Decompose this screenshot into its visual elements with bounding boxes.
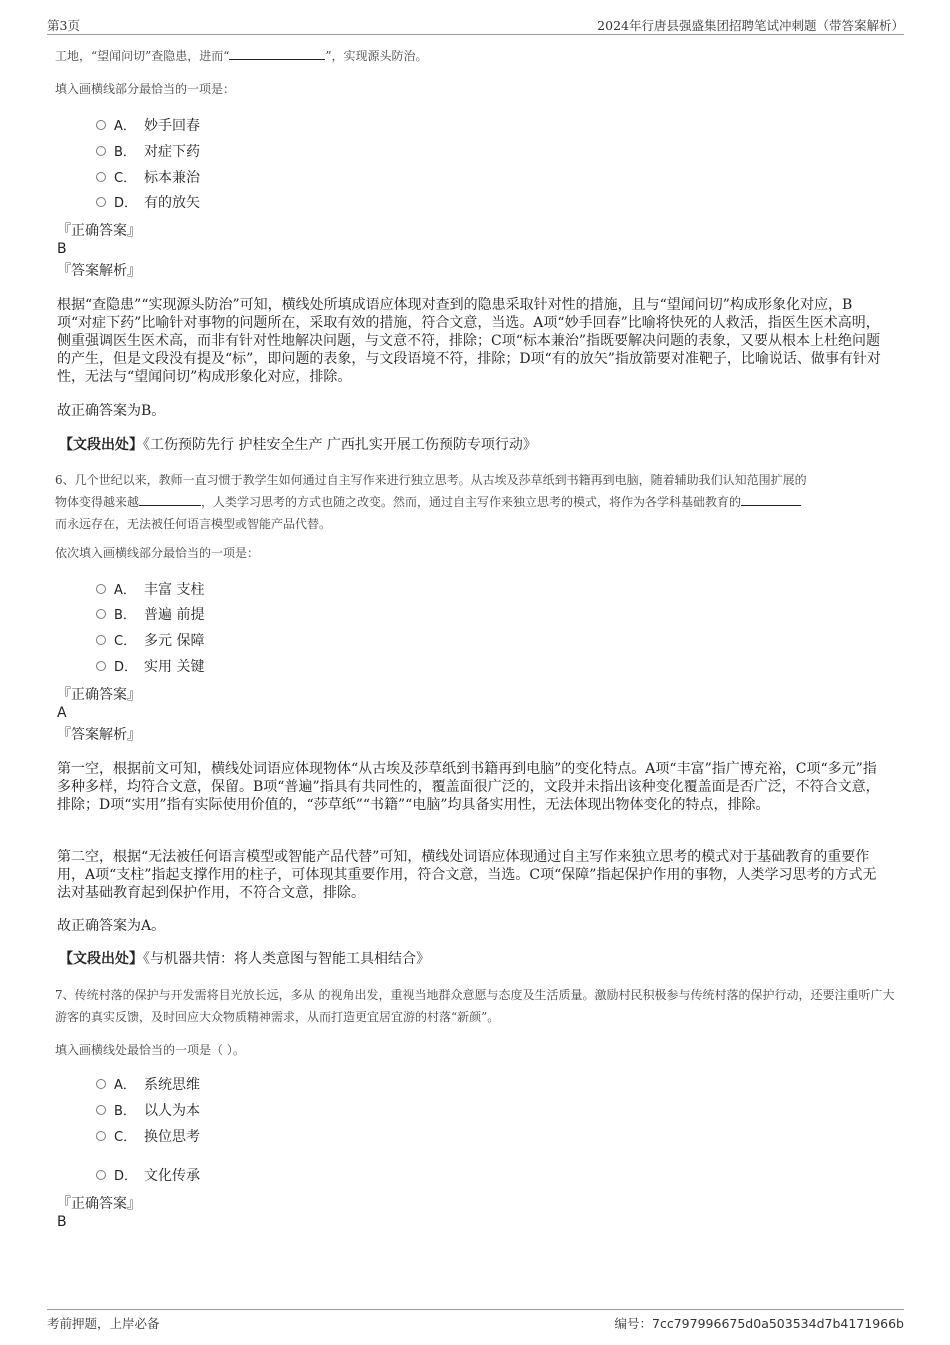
- q7-answer: B: [57, 1214, 67, 1230]
- q6-answer: A: [57, 705, 67, 721]
- radio-icon[interactable]: [96, 1131, 106, 1141]
- document-serial: 编号：7cc797996675d0a503534d7b4171966b: [614, 1316, 904, 1331]
- q6-analysis-2: 第二空，根据“无法被任何语言模型或智能产品代替”可知，横线处词语应体现通过自主写作来独立思考的模式对于基础教育的重要作用，A项“支柱”指起支撑作用的柱子，可体现其重要作用，符合文意，当选。C项“保障”指起保护作用的事物，人类学习思考的方式无法对基础教育起到保护作用，不符合文意，排除。: [57, 849, 877, 901]
- q5-option-b[interactable]: B． 对症下药: [96, 142, 200, 162]
- q7-option-b[interactable]: B． 以人为本: [96, 1101, 200, 1121]
- q5-analysis: 根据“查隐患”“实现源头防治”可知，横线处所填成语应体现对查到的隐患采取针对性的措施，且与“望闻问切”构成形象化对应，B项“对症下药”比喻针对事物的问题所在，采取有效的措施，符合文意，当选。A项“妙手回春”比喻将快死的人救活，指医生医术高明，侧重强调医生医术高，而非有针对性地解决问题，与文意不符，排除；C项“标本兼治”指既要解决问题的表象，又要从根本上杜绝问题的产生，但是文段没有提及“标”，即问题的表象，与文段语境不符，排除；D项“有的放矢”指放箭要对准靶子，比喻说话、做事有针对性，无法与“望闻问切”构成形象化对应，排除。: [57, 297, 881, 385]
- q5-option-d[interactable]: D． 有的放矢: [96, 193, 200, 213]
- q7-instruction: 填入画横线处最恰当的一项是（ ）。: [55, 1043, 245, 1057]
- q7-answer-label: 『正确答案』: [57, 1196, 141, 1212]
- q5-answer: B: [57, 241, 67, 257]
- footer-slogan: 考前押题，上岸必备: [47, 1316, 160, 1331]
- radio-icon[interactable]: [96, 197, 106, 207]
- q5-answer-label: 『正确答案』: [57, 223, 141, 239]
- radio-icon[interactable]: [96, 584, 106, 594]
- q5-analysis-label: 『答案解析』: [57, 263, 141, 279]
- q6-stem: 6、几个世纪以来，教师一直习惯于教学生如何通过自主写作来进行独立思考。从古埃及莎草纸到书籍再到电脑，随着辅助我们认知范围扩展的 物体变得越来越 ，人类学习思考的方式也随之改变。然而，通过自主写作来独立思考的模式，将作为各学科基础教育的 而永远存在，无法被任何语言模型或智能产品代替。: [55, 473, 807, 531]
- q7-stem: 7、传统村落的保护与开发需将目光放长远，多从 的视角出发，重视当地群众意愿与态度及生活质量。激励村民积极参与传统村落的保护行动，还要注重听广大游客的真实反馈，及时回应大众物质精神需求，从而打造更宜居宜游的村落“新颜”。: [55, 988, 895, 1024]
- q5-blank: [229, 47, 325, 60]
- q6-analysis-1: 第一空，根据前文可知，横线处词语应体现物体“从古埃及莎草纸到书籍再到电脑”的变化特点。A项“丰富”指广博充裕，C项“多元”指多种多样，均符合文意，保留。B项“普遍”指具有共同性的，覆盖面很广泛的，文段并未指出该种变化覆盖面是否广泛，不符合文意，排除；D项“实用”指有实际使用价值的，“莎草纸”“书籍”“电脑”均具备实用性，无法体现出物体变化的特点，排除。: [57, 761, 880, 813]
- q5-instruction: 填入画横线部分最恰当的一项是：: [55, 82, 236, 96]
- radio-icon[interactable]: [96, 120, 106, 130]
- radio-icon[interactable]: [96, 1105, 106, 1115]
- q6-blank-1: [139, 493, 201, 506]
- q6-conclusion: 故正确答案为A。: [57, 918, 166, 934]
- q5-source: 【文段出处】《工伤预防先行 护桂安全生产 广西扎实开展工伤预防专项行动》: [59, 437, 537, 453]
- page-footer: [47, 1309, 904, 1331]
- q6-source: 【文段出处】《与机器共情：将人类意图与智能工具相结合》: [59, 951, 430, 967]
- q6-answer-label: 『正确答案』: [57, 687, 141, 703]
- q5-option-c[interactable]: C． 标本兼治: [96, 168, 200, 188]
- q6-option-d[interactable]: D． 实用 关键: [96, 657, 204, 677]
- q7-option-d[interactable]: D． 文化传承: [96, 1166, 200, 1186]
- radio-icon[interactable]: [96, 146, 106, 156]
- q7-option-c[interactable]: C． 换位思考: [96, 1127, 200, 1147]
- q6-instruction: 依次填入画横线部分最恰当的一项是：: [55, 546, 260, 560]
- radio-icon[interactable]: [96, 661, 106, 671]
- q5-stem: 工地，“望闻问切”查隐患，进而“ ”，实现源头防治。: [55, 49, 428, 63]
- radio-icon[interactable]: [96, 609, 106, 619]
- q5-option-a[interactable]: A． 妙手回春: [96, 116, 200, 136]
- q6-blank-2: [741, 493, 801, 506]
- page-header: [47, 14, 904, 35]
- radio-icon[interactable]: [96, 1079, 106, 1089]
- radio-icon[interactable]: [96, 1170, 106, 1180]
- q7-option-a[interactable]: A． 系统思维: [96, 1075, 200, 1095]
- radio-icon[interactable]: [96, 635, 106, 645]
- q6-option-c[interactable]: C． 多元 保障: [96, 631, 204, 651]
- q6-option-a[interactable]: A． 丰富 支柱: [96, 580, 204, 600]
- page-number: 第3页: [47, 18, 80, 33]
- q6-analysis-label: 『答案解析』: [57, 727, 141, 743]
- radio-icon[interactable]: [96, 172, 106, 182]
- q5-conclusion: 故正确答案为B。: [57, 403, 166, 419]
- document-title: 2024年行唐县强盛集团招聘笔试冲刺题（带答案解析）: [597, 18, 904, 33]
- q6-option-b[interactable]: B． 普遍 前提: [96, 605, 204, 625]
